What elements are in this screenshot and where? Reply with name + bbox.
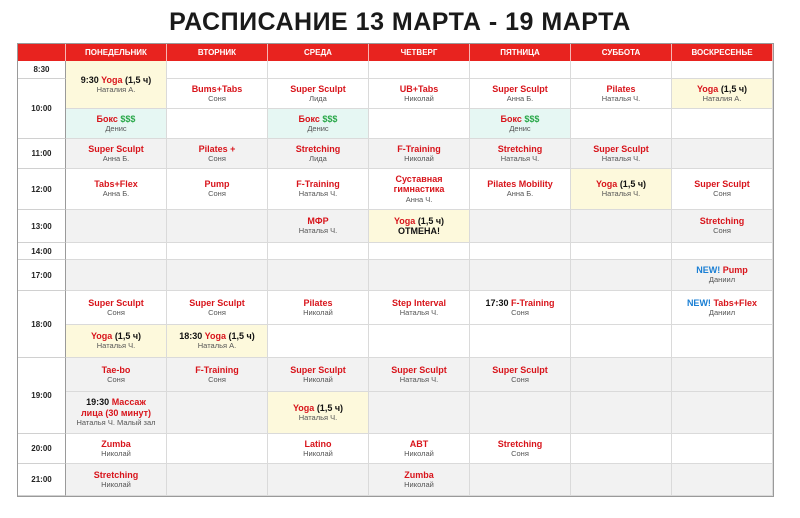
class-name: Бокс $$$ — [298, 113, 338, 124]
class-cell — [369, 291, 470, 325]
empty-cell — [672, 243, 773, 260]
trainer-name: Николай — [303, 374, 333, 384]
empty-cell — [268, 325, 369, 358]
class-cell — [66, 392, 167, 434]
class-cell — [470, 358, 571, 392]
time-label: 20:00 — [18, 434, 66, 464]
empty-cell — [470, 392, 571, 434]
trainer-name: Наталья Ч. — [601, 153, 641, 163]
class-name: F-Training — [296, 179, 340, 190]
trainer-name: Наталья Ч. — [399, 374, 439, 384]
class-name: Latino — [304, 438, 332, 449]
trainer-name: Соня — [713, 226, 731, 236]
trainer-name: Николай — [303, 448, 333, 458]
empty-cell — [66, 260, 167, 291]
class-name: Pump — [204, 179, 230, 190]
day-header-thursday: ЧЕТВЕРГ — [369, 44, 470, 61]
class-cell — [167, 291, 268, 325]
class-name: Super Sculpt — [88, 143, 144, 154]
class-cell — [369, 464, 470, 496]
trainer-name: Соня — [208, 374, 226, 384]
class-name: Super Sculpt — [290, 83, 346, 94]
trainer-name: Николай — [404, 153, 434, 163]
class-name: Pilates — [606, 83, 636, 94]
trainer-name: Наталья А. — [197, 341, 237, 351]
trainer-name: Соня — [208, 307, 226, 317]
class-name: Pilates + — [198, 143, 236, 154]
class-name: Yoga (1,5 ч) — [595, 179, 647, 190]
class-cell — [369, 210, 470, 243]
time-label: 10:00 — [18, 79, 66, 139]
trainer-name: Даниил — [708, 275, 736, 285]
empty-cell — [672, 434, 773, 464]
empty-cell — [167, 464, 268, 496]
empty-cell — [167, 109, 268, 139]
trainer-name: Анна Б. — [102, 189, 130, 199]
trainer-name: Наталья Ч. — [298, 226, 338, 236]
class-name: Stretching — [295, 143, 341, 154]
class-name: 19:30 Массаж лица (30 минут) — [80, 397, 152, 418]
empty-cell — [672, 325, 773, 358]
empty-cell — [66, 243, 167, 260]
empty-cell — [369, 392, 470, 434]
schedule-title: РАСПИСАНИЕ 13 МАРТА - 19 МАРТА — [169, 8, 631, 36]
day-header-wednesday: СРЕДА — [268, 44, 369, 61]
class-cell — [571, 169, 672, 210]
empty-cell — [369, 260, 470, 291]
class-name: Zumba — [404, 469, 434, 480]
class-cell — [167, 358, 268, 392]
empty-cell — [66, 210, 167, 243]
trainer-name: Соня — [511, 307, 529, 317]
trainer-name: Соня — [107, 374, 125, 384]
empty-cell — [672, 358, 773, 392]
empty-cell — [571, 434, 672, 464]
class-name: Yoga (1,5 ч) — [90, 331, 142, 342]
class-name: МФР — [307, 216, 329, 227]
class-cell — [167, 325, 268, 358]
trainer-name: Наталия А. — [702, 93, 742, 103]
time-label: 13:00 — [18, 210, 66, 243]
class-name: Bums+Tabs — [191, 83, 243, 94]
class-name: Бокс $$$ — [96, 113, 136, 124]
class-cell — [66, 358, 167, 392]
class-name: Stretching — [699, 216, 745, 227]
class-name: Step Interval — [391, 297, 447, 308]
class-cell — [369, 139, 470, 169]
empty-cell — [167, 61, 268, 79]
class-name: Yoga (1,5 ч) — [696, 83, 748, 94]
empty-cell — [672, 392, 773, 434]
class-cell — [470, 434, 571, 464]
trainer-name: Николай — [404, 93, 434, 103]
time-label: 21:00 — [18, 464, 66, 496]
trainer-name: Лида — [309, 153, 327, 163]
trainer-name: Соня — [511, 374, 529, 384]
class-cell — [470, 79, 571, 109]
empty-cell — [470, 325, 571, 358]
class-name: NEW! Pump — [696, 265, 748, 276]
class-cell — [66, 434, 167, 464]
day-header-monday: ПОНЕДЕЛЬНИК — [66, 44, 167, 61]
class-cell — [470, 291, 571, 325]
class-name: Super Sculpt — [492, 83, 548, 94]
class-cell — [672, 210, 773, 243]
class-cell — [268, 169, 369, 210]
time-label: 19:00 — [18, 358, 66, 434]
trainer-name: Соня — [208, 93, 226, 103]
class-cell — [66, 291, 167, 325]
class-name: Pilates — [303, 297, 333, 308]
empty-cell — [369, 61, 470, 79]
class-name: F-Training — [397, 143, 441, 154]
empty-cell — [167, 210, 268, 243]
class-cell — [66, 325, 167, 358]
class-name: 9:30 Yoga (1,5 ч) — [80, 74, 152, 85]
empty-cell — [571, 210, 672, 243]
trainer-name: Наталья Ч. Малый зал — [76, 418, 156, 428]
class-cell — [268, 291, 369, 325]
class-cell — [268, 434, 369, 464]
empty-cell — [268, 243, 369, 260]
trainer-name: Анна Б. — [506, 189, 534, 199]
class-cell — [268, 392, 369, 434]
trainer-name: Денис — [105, 123, 127, 133]
class-cell — [672, 79, 773, 109]
trainer-name: Наталья Ч. — [601, 93, 641, 103]
empty-cell — [167, 392, 268, 434]
class-name: Super Sculpt — [391, 364, 447, 375]
class-cell — [66, 169, 167, 210]
empty-cell — [571, 291, 672, 325]
class-name: Tae-bo — [101, 364, 131, 375]
class-cell — [268, 109, 369, 139]
empty-cell — [369, 109, 470, 139]
class-cell — [167, 139, 268, 169]
class-cell — [369, 79, 470, 109]
time-label: 14:00 — [18, 243, 66, 260]
empty-cell — [470, 464, 571, 496]
trainer-name: Николай — [404, 479, 434, 489]
class-name: 18:30 Yoga (1,5 ч) — [179, 331, 255, 342]
empty-cell — [571, 109, 672, 139]
trainer-name: Наталья Ч. — [500, 153, 540, 163]
class-name: NEW! Tabs+Flex — [686, 297, 758, 308]
empty-cell — [268, 61, 369, 79]
class-cell — [571, 79, 672, 109]
day-header-saturday: СУББОТА — [571, 44, 672, 61]
trainer-name: Соня — [208, 153, 226, 163]
class-cell — [66, 61, 167, 109]
class-cell — [167, 169, 268, 210]
class-cell — [672, 260, 773, 291]
day-header-friday: ПЯТНИЦА — [470, 44, 571, 61]
cancelled-label: ОТМЕНА! — [398, 226, 440, 236]
empty-cell — [571, 260, 672, 291]
trainer-name: Даниил — [708, 307, 736, 317]
class-name: Super Sculpt — [189, 297, 245, 308]
trainer-name: Наталья Ч. — [601, 189, 641, 199]
class-name: Tabs+Flex — [94, 179, 138, 190]
class-name: Stretching — [497, 438, 543, 449]
trainer-name: Лида — [309, 93, 327, 103]
empty-cell — [470, 210, 571, 243]
class-cell — [470, 169, 571, 210]
class-cell — [268, 358, 369, 392]
empty-cell — [571, 243, 672, 260]
empty-cell — [672, 464, 773, 496]
class-cell — [167, 79, 268, 109]
empty-cell — [571, 61, 672, 79]
class-cell — [268, 139, 369, 169]
empty-cell — [268, 260, 369, 291]
empty-cell — [571, 325, 672, 358]
trainer-name: Анна Б. — [102, 153, 130, 163]
class-name: Pilates Mobility — [487, 179, 553, 190]
class-name: Stretching — [497, 143, 543, 154]
class-cell — [470, 139, 571, 169]
empty-cell — [167, 260, 268, 291]
class-cell — [66, 464, 167, 496]
trainer-name: Анна Б. — [506, 93, 534, 103]
trainer-name: Соня — [107, 307, 125, 317]
class-cell — [268, 79, 369, 109]
class-name: Yoga (1,5 ч) — [292, 402, 344, 413]
class-name: Суставная гимнастика — [393, 173, 445, 195]
class-cell — [672, 169, 773, 210]
trainer-name: Николай — [101, 448, 131, 458]
empty-cell — [268, 464, 369, 496]
class-name: Zumba — [101, 438, 131, 449]
empty-cell — [672, 139, 773, 169]
day-header-sunday: ВОСКРЕСЕНЬЕ — [672, 44, 773, 61]
class-cell — [369, 358, 470, 392]
trainer-name: Наталья Ч. — [298, 412, 338, 422]
class-name: Super Sculpt — [88, 297, 144, 308]
class-name: Stretching — [93, 469, 139, 480]
trainer-name: Николай — [404, 448, 434, 458]
time-label: 12:00 — [18, 169, 66, 210]
empty-cell — [167, 243, 268, 260]
trainer-name: Денис — [509, 123, 531, 133]
class-name: Super Sculpt — [290, 364, 346, 375]
trainer-name: Соня — [208, 189, 226, 199]
empty-cell — [571, 358, 672, 392]
class-cell — [369, 434, 470, 464]
schedule-table — [17, 43, 774, 497]
trainer-name: Николай — [303, 307, 333, 317]
class-name: 17:30 F-Training — [485, 297, 555, 308]
class-name: Super Sculpt — [492, 364, 548, 375]
empty-cell — [672, 61, 773, 79]
empty-cell — [571, 464, 672, 496]
empty-cell — [369, 325, 470, 358]
trainer-name: Наталья Ч. — [96, 341, 136, 351]
time-label: 18:00 — [18, 291, 66, 358]
class-cell — [66, 139, 167, 169]
trainer-name: Денис — [307, 123, 329, 133]
time-label: 17:00 — [18, 260, 66, 291]
empty-cell — [167, 434, 268, 464]
class-name: Super Sculpt — [593, 143, 649, 154]
class-name: F-Training — [195, 364, 239, 375]
trainer-name: Наталия А. — [96, 84, 136, 94]
trainer-name: Наталья Ч. — [399, 307, 439, 317]
time-label: 8:30 — [18, 61, 66, 79]
class-cell — [369, 169, 470, 210]
empty-cell — [571, 392, 672, 434]
class-name: UB+Tabs — [399, 83, 439, 94]
class-cell — [268, 210, 369, 243]
empty-cell — [672, 109, 773, 139]
empty-cell — [470, 61, 571, 79]
header-corner — [18, 44, 66, 61]
class-name: ABT — [409, 438, 429, 449]
empty-cell — [369, 243, 470, 260]
class-cell — [571, 139, 672, 169]
time-label: 11:00 — [18, 139, 66, 169]
class-cell — [672, 291, 773, 325]
empty-cell — [470, 260, 571, 291]
trainer-name: Соня — [511, 448, 529, 458]
day-header-tuesday: ВТОРНИК — [167, 44, 268, 61]
empty-cell — [470, 243, 571, 260]
trainer-name: Наталья Ч. — [298, 189, 338, 199]
class-cell — [66, 109, 167, 139]
class-name: Бокс $$$ — [500, 113, 540, 124]
trainer-name: Анна Ч. — [405, 194, 433, 204]
trainer-name: Соня — [713, 189, 731, 199]
class-name: Super Sculpt — [694, 179, 750, 190]
trainer-name: Николай — [101, 479, 131, 489]
class-cell — [470, 109, 571, 139]
class-name: Yoga (1,5 ч) — [393, 215, 445, 226]
